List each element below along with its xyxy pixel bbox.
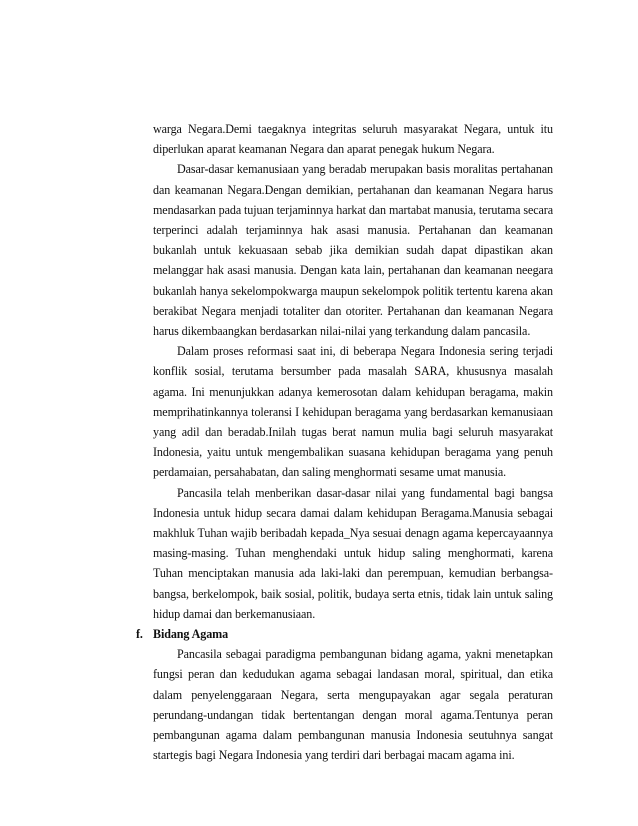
- section-title: Bidang Agama: [153, 627, 229, 642]
- paragraph-reformasi: Dalam proses reformasi saat ini, di beberapa Negara Indonesia sering terjadi konflik sosial, terutama bersumber pada masalah SARA, khususnya masalah agama. Ini menunjukkan adanya kemerosotan dalam kehidupan beragama, makin memprihatinkannya toleransi I kehidupan beragama yang berdasarkan kemanusiaan yang adil dan beradab.Inilah tugas berat namun mulia bagi seluruh masyarakat Indonesia, yaitu untuk mengembalikan suasana kehidupan beragama yang penuh perdamaian, persahabatan, dan saling menghormati sesame umat manusia.: [153, 344, 553, 480]
- paragraph-continuation: warga Negara.Demi taegaknya integritas seluruh masyarakat Negara, untuk itu diperlukan aparat keamanan Negara dan aparat penegak hukum Negara.: [153, 122, 553, 157]
- paragraph-bidang-agama: Pancasila sebagai paradigma pembangunan bidang agama, yakni menetapkan fungsi peran dan kedudukan agama sebagai landasan moral, spiritual, dan etika dalam penyelenggaraan Negara, serta mengupayakan agar segala peraturan perundang-undangan tidak bertentangan dengan moral agama.Tentunya peran pembangunan agama dalam pembangunan manusia Indonesia seutuhnya sangat startegis bagi Negara Indonesia yang terdiri dari berbagai macam agama ini.: [153, 647, 553, 763]
- section-letter: f.: [136, 627, 143, 642]
- paragraph-kemanusiaan: Dasar-dasar kemanusiaan yang beradab merupakan basis moralitas pertahanan dan keamanan Negara.Dengan demikian, pertahanan dan keamanan Negara harus mendasarkan pada tujuan terjaminnya harkat dan martabat manusia, terutama secara terperinci adalah terjaminnya hak asasi manusia. Pertahanan dan keamanan bukanlah untuk kekuasaan sebab jika demikian sudah dapat dipastikan akan melanggar hak asasi manusia. Dengan kata lain, pertahanan dan keamanan neegara bukanlah hanya sekelompokwarga maupun sekelompok politik tertentu karena akan berakibat Negara menjadi totaliter dan otoriter. Pertahanan dan keamanan Negara harus dikembaangkan berdasarkan nilai-nilai yang terkandung dalam pancasila.: [153, 162, 553, 339]
- document-body: [136, 119, 553, 766]
- paragraph-pancasila-nilai: Pancasila telah menberikan dasar-dasar nilai yang fundamental bagi bangsa Indonesia untuk hidup secara damai dalam kehidupan Beragama.Manusia sebagai makhluk Tuhan wajib beribadah kepada_Nya sesuai denagn agama kepercayaannya masing-masing. Tuhan menghendaki untuk hidup saling menghormati, karena Tuhan menciptakan manusia ada laki-laki dan perempuan, kemudian berbangsa-bangsa, berkelompok, baik sosial, politik, budaya serta etnis, tidak lain untuk saling hidup damai dan berkemanusiaan.: [153, 485, 553, 621]
- section-heading: [136, 624, 553, 644]
